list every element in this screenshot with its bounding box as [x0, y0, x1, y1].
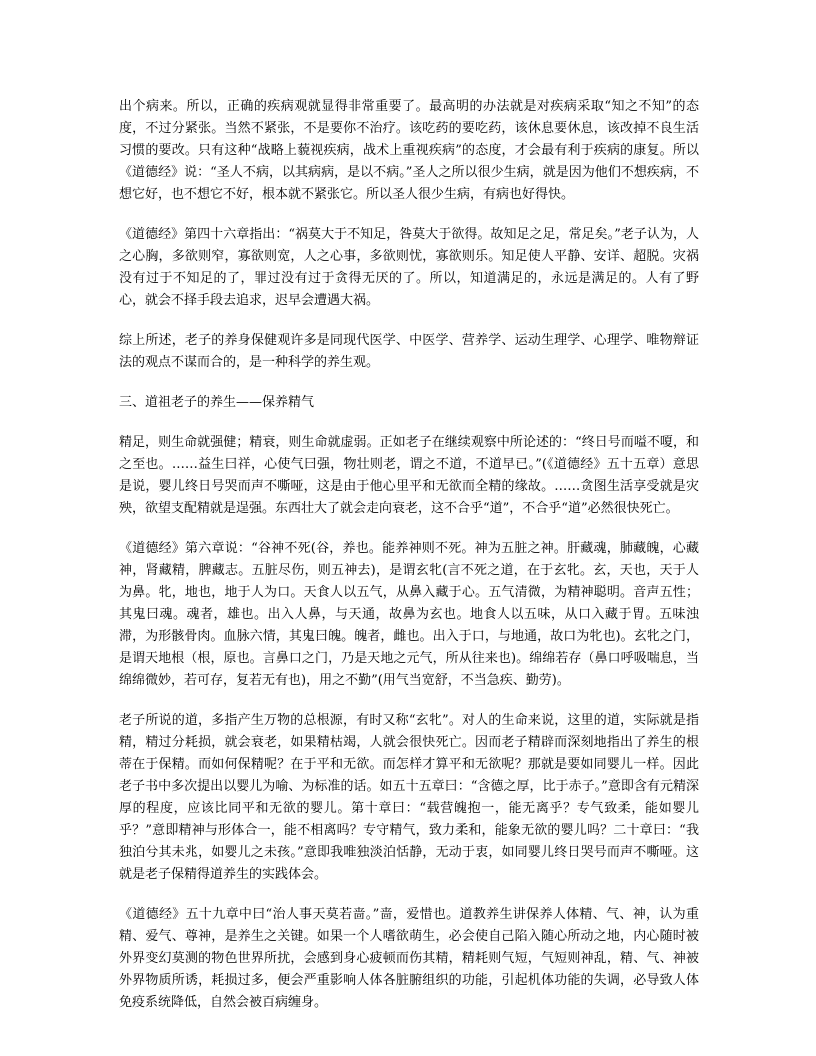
- paragraph-dao-infant: 老子所说的道，多指产生万物的总根源，有时又称“玄牝”。对人的生命来说，这里的道，实际就是指精，精过分耗损，就会衰老，如果精枯竭，人就会很快死亡。因而老子精辟而深刻地指出了养生的根蒂在于保精。而如何保精呢？在于平和无欲。而怎样才算平和无欲呢？那就是要如同婴儿一样。因此老子书中多次提出以婴儿为喻、为标准的话。如五十五章曰：“含德之厚，比于赤子。”意即含有元精深厚的程度，应该比同平和无欲的婴儿。第十章曰：“载营魄抱一，能无离乎？专气致柔，能如婴儿乎？”意即精神与形体合一，能不相离吗？专守精气，致力柔和，能象无欲的婴儿吗？二十章曰：“我独泊兮其未兆，如婴儿之未孩。”意即我唯独淡泊恬静，无动于衷，如同婴儿终日哭号而声不嘶哑。这就是老子保精得道养生的实践体会。: [119, 713, 699, 882]
- paragraph-essence: 精足，则生命就强健；精衰，则生命就虚弱。正如老子在继续观察中所论述的：“终日号而嗌不嗄，和之至也。……益生曰祥，心使气曰强，物壮则老，谓之不道，不道早已。”(《道德经》五十五章）意思是说，婴儿终日号哭而声不嘶哑，这是由于他心里平和无欲而全精的缘故。……贪图生活享受就是灾殃，欲望支配精就是逞强。东西壮大了就会走向衰老，这不合乎“道”，不合乎“道”必然很快死亡。: [119, 435, 699, 516]
- paragraph-summary: 综上所述，老子的养身保健观许多是同现代医学、中医学、营养学、运动生理学、心理学、唯物辩证法的观点不谋而合的，是一种科学的养生观。: [119, 333, 699, 370]
- document-page: [119, 96, 699, 1032]
- paragraph-chapter-fifty-nine: 《道德经》五十九章中曰“治人事天莫若啬。”啬，爱惜也。道教养生讲保养人体精、气、神，认为重精、爱气、尊神，是养生之关键。如果一个人嗜欲萌生，必会使自己陷入随心所动之地，内心随时被外界变幻莫测的物色世界所扰，会感到身心疲顿而伤其精，精耗则气短，气短则神乱，精、气、神被外界物质所诱，耗损过多，便会严重影响人体各脏腑组织的功能，引起机体功能的失调，必导致人体免疫系统降低，自然会被百病缠身。: [119, 907, 699, 1010]
- paragraph-contentment: 《道德经》第四十六章指出：“祸莫大于不知足，咎莫大于欲得。故知足之足，常足矣。”老子认为，人之心胸，多欲则窄，寡欲则宽，人之心事，多欲则忧，寡欲则乐。知足使人平静、安详、超脱。灾祸没有过于不知足的了，罪过没有过于贪得无厌的了。所以，知道满足的，永远是满足的。人有了野心，就会不择手段去追求，迟早会遭遇大祸。: [119, 227, 699, 308]
- paragraph-chapter-six: 《道德经》第六章说：“谷神不死(谷，养也。能养神则不死。神为五脏之神。肝藏魂，肺藏魄，心藏神，肾藏精，脾藏志。五脏尽伤，则五神去)，是谓玄牝(言不死之道，在于玄牝。玄，天也，天于人为鼻。牝，地也，地于人为口。天食人以五气，从鼻入藏于心。五气清微，为精神聪明。音声五性；其鬼曰魂。魂者，雄也。出入人鼻，与天通，故鼻为玄也。地食人以五味，从口入藏于胃。五味浊滞，为形骸骨肉。血脉六情，其鬼曰魄。魄者，雌也。出入于口，与地通，故口为牝也)。玄牝之门，是谓天地根（根，原也。言鼻口之门，乃是天地之元气，所从往来也)。绵绵若存（鼻口呼吸喘息，当绵绵微妙，若可存，复若无有也)，用之不勤”(用气当宽舒，不当急疾、勤劳)。: [119, 541, 699, 688]
- section-heading: 三、道祖老子的养生——保养精气: [119, 395, 315, 410]
- paragraph-disease-attitude: 出个病来。所以，正确的疾病观就显得非常重要了。最高明的办法就是对疾病采取“知之不知”的态度，不过分紧张。当然不紧张，不是要你不治疗。该吃药的要吃药，该休息要休息，该改掉不良生活习惯的要改。只有这种“战略上藐视疾病，战术上重视疾病”的态度，才会最有利于疾病的康复。所以《道德经》说：“圣人不病，以其病病，是以不病。”圣人之所以很少生病，就是因为他们不想疾病，不想它好，也不想它不好，根本就不紧张它。所以圣人很少生病，有病也好得快。: [119, 99, 699, 202]
